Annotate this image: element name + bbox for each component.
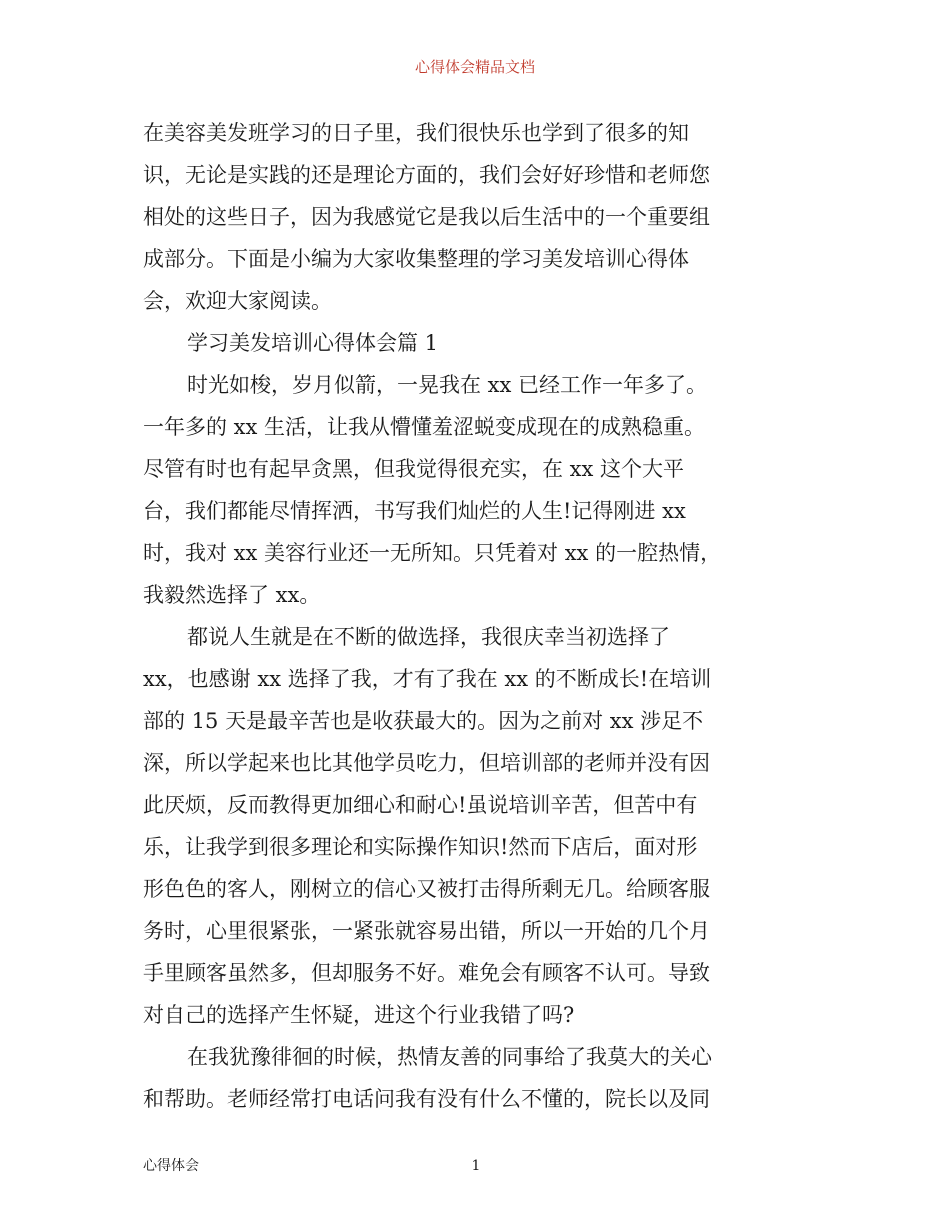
footer-label: 心得体会 (143, 1158, 199, 1174)
text-line: 此厌烦，反而教得更加细心和耐心!虽说培训辛苦，但苦中有 (143, 793, 698, 817)
text-line: 部的 15 天是最辛苦也是收获最大的。因为之前对 xx 涉足不 (143, 709, 704, 733)
text-line: 形色色的客人，刚树立的信心又被打击得所剩无几。给顾客服 (143, 877, 710, 901)
text-line: 乐，让我学到很多理论和实际操作知识!然而下店后，面对形 (143, 835, 698, 859)
text-line: 在美容美发班学习的日子里，我们很快乐也学到了很多的知 (143, 121, 689, 145)
page-number: 1 (471, 1158, 481, 1174)
text-line: 会，欢迎大家阅读。 (143, 289, 332, 313)
text-line: 我毅然选择了 xx。 (143, 583, 321, 607)
text-line: 尽管有时也有起早贪黑，但我觉得很充实，在 xx 这个大平 (143, 457, 685, 481)
text-line: 对自己的选择产生怀疑，进这个行业我错了吗? (143, 1003, 575, 1027)
text-line: 手里顾客虽然多，但却服务不好。难免会有顾客不认可。导致 (143, 961, 710, 985)
page-header: 心得体会精品文档 (414, 58, 535, 76)
text-line: 时光如梭，岁月似箭，一晃我在 xx 已经工作一年多了。 (187, 373, 708, 397)
section-heading: 学习美发培训心得体会篇 1 (187, 331, 439, 355)
text-line: 台，我们都能尽情挥洒，书写我们灿烂的人生!记得刚进 xx (143, 499, 686, 523)
text-line: 成部分。下面是小编为大家收集整理的学习美发培训心得体 (143, 247, 689, 271)
text-line: 相处的这些日子，因为我感觉它是我以后生活中的一个重要组 (143, 205, 710, 229)
text-line: 都说人生就是在不断的做选择，我很庆幸当初选择了 (187, 625, 670, 649)
text-line: 识，无论是实践的还是理论方面的，我们会好好珍惜和老师您 (143, 163, 710, 187)
text-line: 务时，心里很紧张，一紧张就容易出错，所以一开始的几个月 (143, 919, 710, 943)
text-line: 深，所以学起来也比其他学员吃力，但培训部的老师并没有因 (143, 751, 710, 775)
text-line: 一年多的 xx 生活，让我从懵懂羞涩蜕变成现在的成熟稳重。 (143, 415, 706, 439)
text-line: xx，也感谢 xx 选择了我，才有了我在 xx 的不断成长!在培训 (143, 667, 712, 691)
text-line: 在我犹豫徘徊的时候，热情友善的同事给了我莫大的关心 (187, 1045, 712, 1069)
text-line: 时，我对 xx 美容行业还一无所知。只凭着对 xx 的一腔热情， (143, 541, 722, 565)
document-body (143, 112, 813, 1120)
text-line: 和帮助。老师经常打电话问我有没有什么不懂的，院长以及同 (143, 1087, 710, 1111)
